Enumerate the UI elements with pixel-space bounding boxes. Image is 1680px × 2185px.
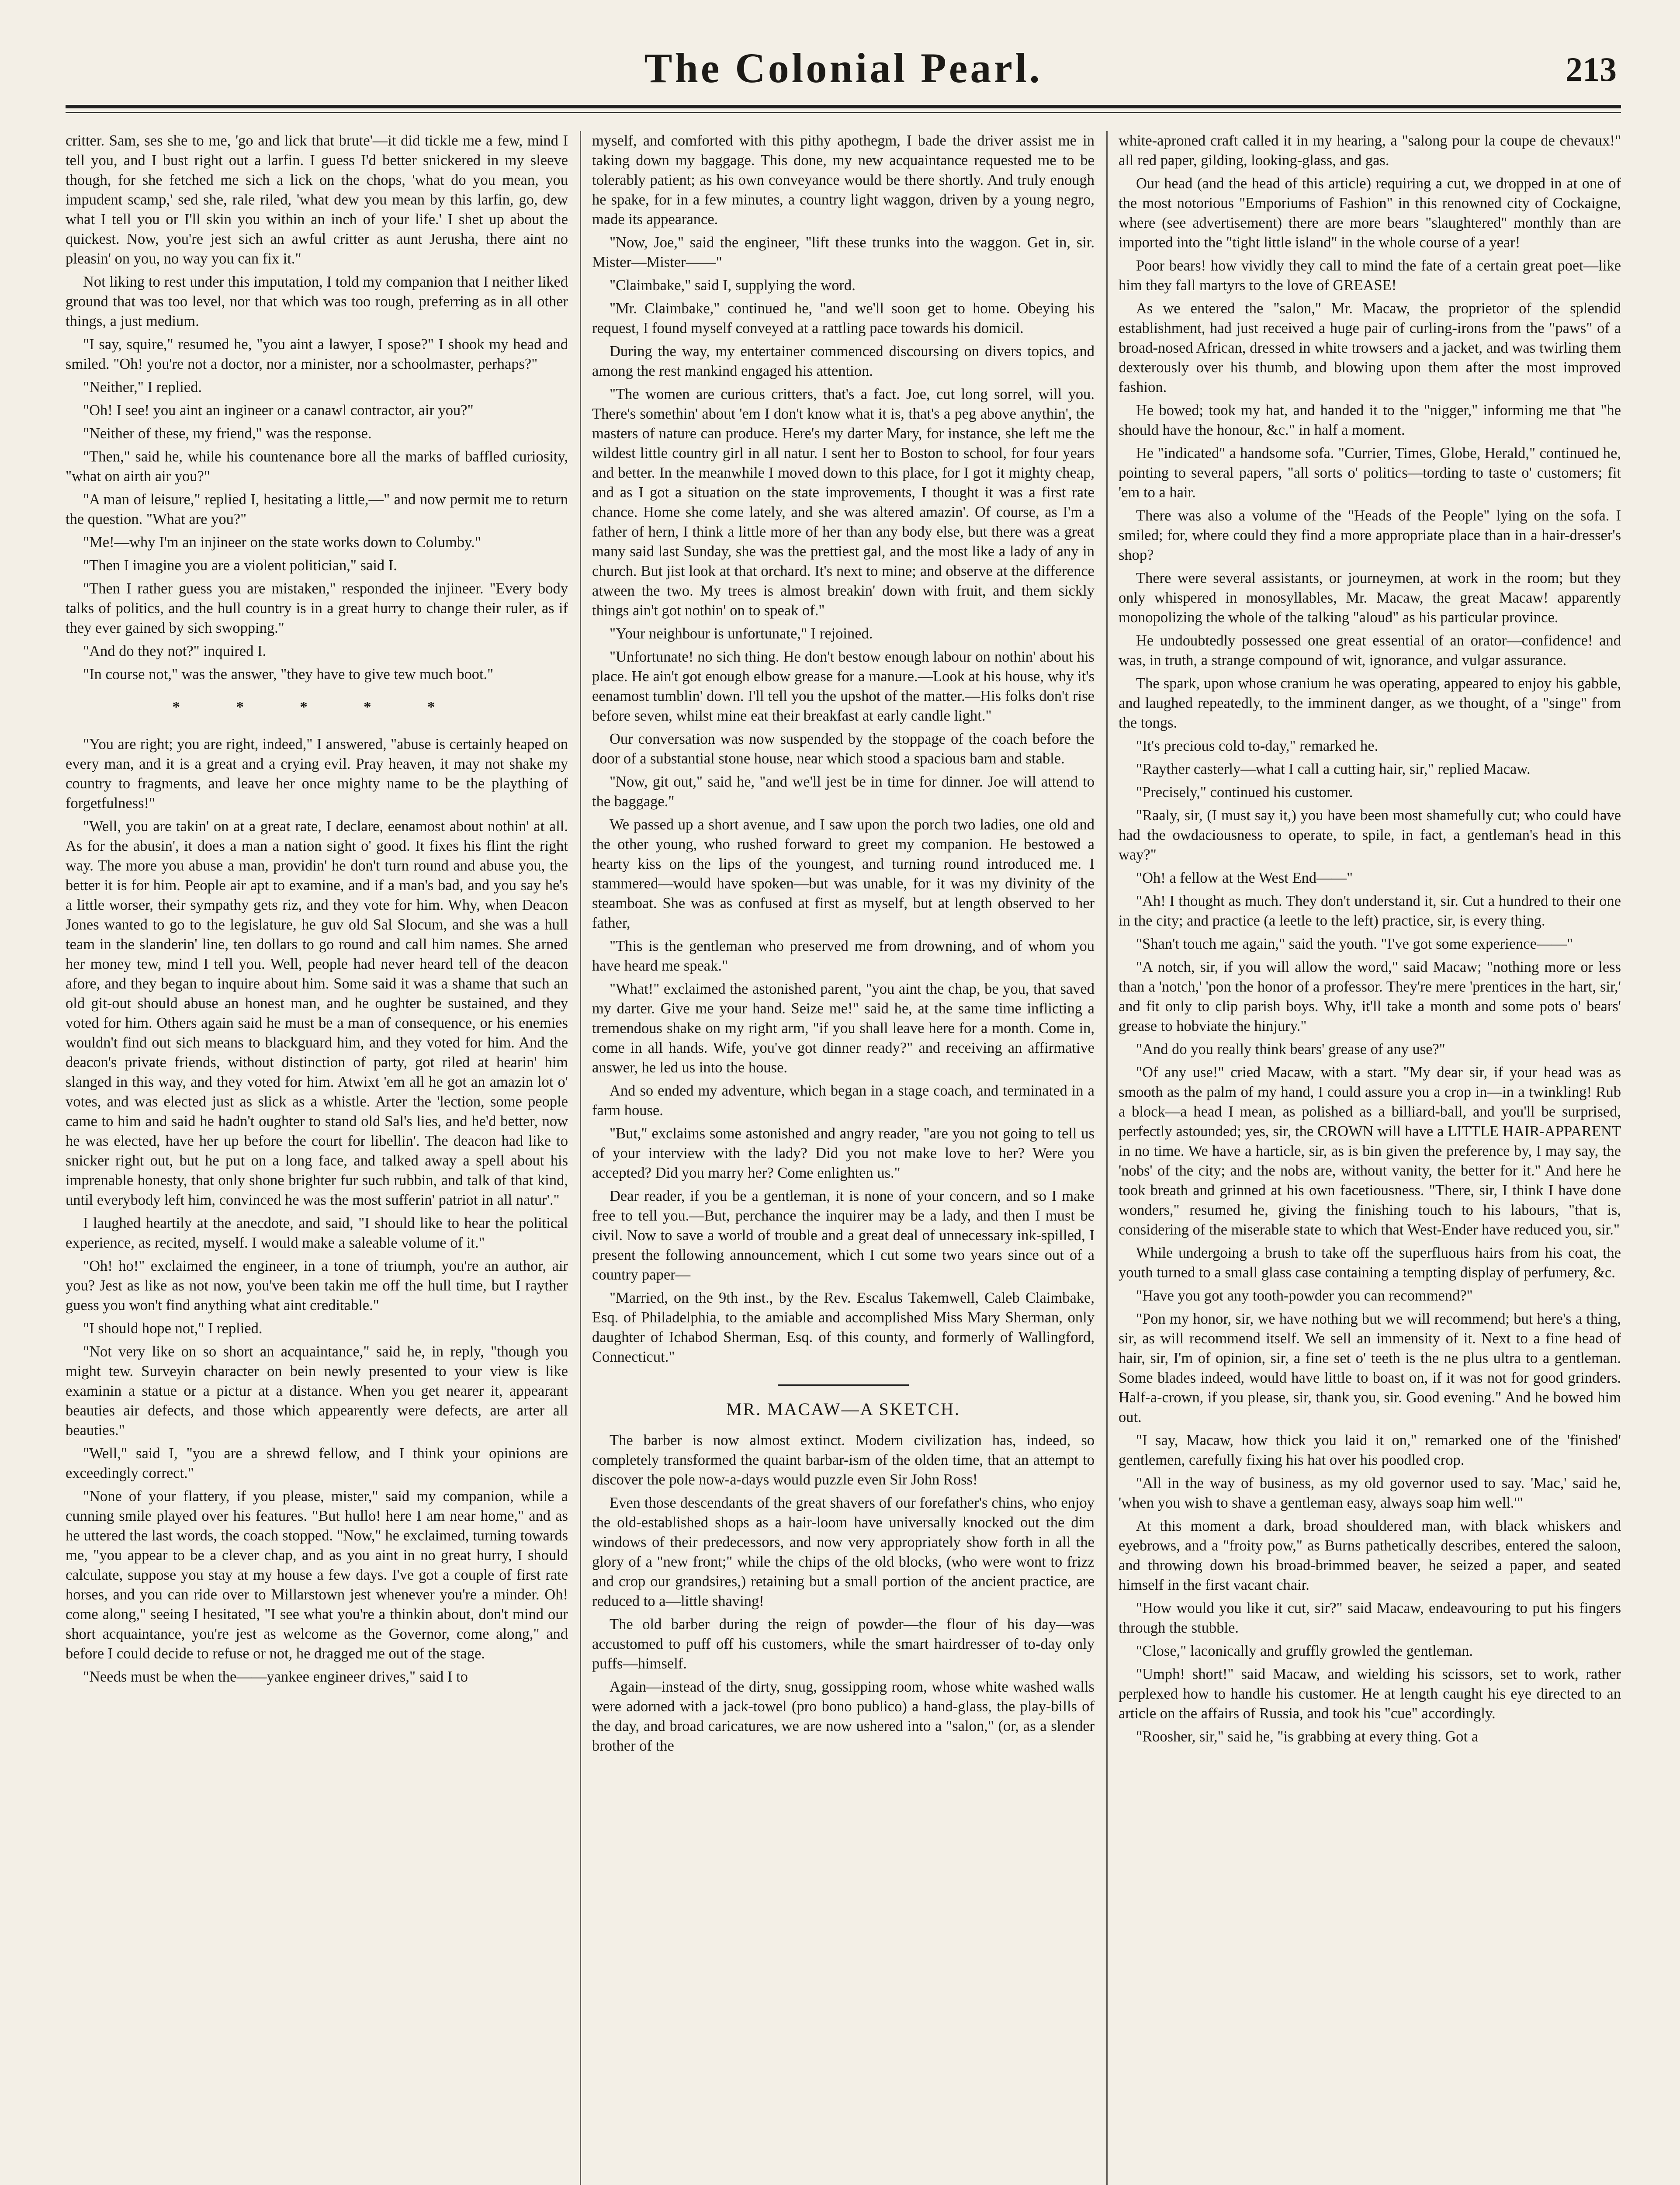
paragraph: At this moment a dark, broad shouldered man, with black whiskers and eyebrows, and a "froity pow," as Burns pathetically describes, entered the saloon, and throwing down his broad-brimmed beaver, he seized a paper, and seated himself in the first vacant chair. (1119, 1518, 1621, 1593)
section-break: * * * * * (172, 699, 461, 715)
paragraph: Our conversation was now suspended by the stoppage of the coach before the door of a substantial stone house, near which stood a spacious barn and stable. (592, 731, 1095, 767)
paragraph: "How would you like it cut, sir?" said Macaw, endeavouring to put his fingers through the stubble. (1119, 1600, 1621, 1636)
sketch-body (592, 1431, 1095, 1756)
paragraph: "Well, you are takin' on at a great rate, I declare, eenamost about nothin' at all. As for the abusin', it does a man a nation sight o' good. It fixes his flint the right way. The more you abuse a man, providin' he don't turn round and abuse you, the better it is for him. People air apt to examine, and if a man's bad, and you say he's a little worser, their sympathy gets riz, and they vote for him. Why, when Deacon Jones wanted to go to the legislature, he guv old Sal Slocum, and she was a hull team in the slanderin' line, ten dollars to go round and call him names. She arned her money tew, mind I tell you. Well, people had never heard tell of the deacon afore, and they began to inquire about him. Some said it was a shame that such an old git-out should abuse an honest man, and he oughter be sustained, and they voted for him. Others again said he must be a man of consequence, or his enemies wouldn't find out sich means to blackguard him, and they voted for him. And the deacon's private friends, without distinction of party, got riled at hearin' him slanged in this way, and they voted for him. Atwixt 'em all he got an amazin lot o' votes, and was elected just as slick as a whistle. Arter the 'lection, some people came to him and said he hadn't oughter to stand old Sal's lies, and he'd better, now he was elected, have her up before the court for libellin'. The deacon had like to snicker right out, but he put on a long face, and talked away a spell about his imprenable honesty, that only shone brighter fur such rubbin, and talk of that kind, until everybody left him, convinced he was the most sufferin' patriot in all natur'." (66, 818, 568, 1208)
page-number: 213 (1566, 50, 1617, 88)
paragraph: "A notch, sir, if you will allow the word," said Macaw; "nothing more or less than a 'notch,' 'pon the honor of a professor. They're mere 'prentices in the hart, sir,' and fit only to clip parish boys. Why, it'll take a month and some pots o' bears' grease to hobviate the hinjury." (1119, 959, 1621, 1034)
newspaper-title: The Colonial Pearl. (644, 45, 1043, 91)
paragraph: "Roosher, sir," said he, "is grabbing at every thing. Got a (1136, 1728, 1479, 1745)
paragraph: critter. Sam, ses she to me, 'go and lick that brute'—it did tickle me a few, mind I tell you, and I bust right out a larfin. I guess I'd better snickered in my sleeve though, for she fetched me sich a lick on the chops, 'what do you mean, you impudent scamp,' sed she, rale riled, 'what dew you mean by this larfin, go, dew what I tell you or I'll skin you within an inch of your life.' I shet up about the quickest. Now, you're jest sich an awful critter as aunt Jerusha, there aint no pleasin' on you, no way you can fix it." (66, 132, 568, 267)
masthead-rule (66, 105, 1621, 108)
paragraph: "Pon my honor, sir, we have nothing but we will recommend; but here's a thing, sir, as will recommend itself. We sell an immensity of it. Next to a fine head of hair, sir, I'm of opinion, sir, a fine set o' teeth is the ne plus ultra to a gentleman. Some blades indeed, would have little to boast on, if it was not for good grinders. Half-a-crown, if you please, sir, thank you, sir. Good evening." And he bowed him out. (1119, 1311, 1621, 1425)
paragraph: Again—instead of the dirty, snug, gossipping room, whose white washed walls were adorned with a jack-towel (pro bono publico) a hand-glass, the play-bills of the day, and broad caricatures, we are now ushered into a "salon," (or, as a slender brother of the (592, 1679, 1095, 1754)
paragraph: "Now, Joe," said the engineer, "lift these trunks into the waggon. Get in, sir. Mister—Mister——" (592, 234, 1095, 271)
paragraph: "In course not," was the answer, "they have to give tew much boot." (83, 666, 494, 683)
paragraph: He "indicated" a handsome sofa. "Currier, Times, Globe, Herald," continued he, pointing to several papers, "all sorts o' politics—tording to taste o' customers; fit 'em to a hair. (1119, 445, 1621, 501)
paragraph: As we entered the "salon," Mr. Macaw, the proprietor of the splendid establishment, had just received a huge pair of curling-irons from the "paws" of a broad-nosed African, dressed in white trowsers and a jacket, and was twirling them dexterously over his thumb, and blowing upon them after the most improved fashion. (1119, 300, 1621, 395)
paragraph: The old barber during the reign of powder—the flour of his day—was accustomed to puff off his customers, while the smart hairdresser of to-day only puffs—himself. (592, 1616, 1095, 1672)
paragraph: There were several assistants, or journeymen, at work in the room; but they only whispered in monosyllables, Mr. Macaw, the great Macaw! apparently monopolizing the whole of the talking "aloud" as his particular province. (1119, 570, 1621, 626)
paragraph: "Have you got any tooth-powder you can recommend?" (1136, 1287, 1473, 1304)
paragraph: "What!" exclaimed the astonished parent, "you aint the chap, be you, that saved my darter. Give me your hand. Seize me!" said he, at the same time inflicting a tremendous shake on my right arm, "if you shall leave here for a month. Come in, come in all hands. Wife, you've got dinner ready?" and receiving an affirmative answer, he led us into the house. (592, 981, 1095, 1076)
paragraph: Even those descendants of the great shavers of our forefather's chins, who enjoy the old-established shops as a hair-loom have universally knocked out the dim windows of their predecessors, and now very appropriately show forth in all the glory of a "new front;" while the chips of the old blocks, (who were wont to frizz and crop our grandsires,) retaining but a small portion of the ancient practice, are reduced to a—little shaving! (592, 1495, 1095, 1609)
paragraph: "This is the gentleman who preserved me from drowning, and of whom you have heard me speak." (592, 938, 1095, 974)
paragraph: Not liking to rest under this imputation, I told my companion that I neither liked ground that was too level, nor that which was too rough, preferring as in all other things, a just medium. (66, 274, 568, 329)
paragraph: "Needs must be when the——yankee engineer drives," said I to (83, 1668, 468, 1685)
paragraph: "Rayther casterly—what I call a cutting hair, sir," replied Macaw. (1136, 761, 1531, 777)
paragraph: Our head (and the head of this article) requiring a cut, we dropped in at one of the most notorious "Emporiums of Fashion" in this renowned city of Cockaigne, where (see advertisement) there are more bears "slaughtered" monthly than are imported into the "tight little island" in the whole course of a year! (1119, 175, 1621, 251)
paragraph: The spark, upon whose cranium he was operating, appeared to enjoy his gabble, and laughed repeatedly, to the imminent danger, as we thought, of a "singe" from the tongs. (1119, 675, 1621, 731)
paragraph: "Oh! I see! you aint an ingineer or a canawl contractor, air you?" (83, 402, 474, 419)
paragraph: "Not very like on so short an acquaintance," said he, in reply, "though you might tew. Surveyin character on bein newly presented to your view is like examinin a statue or a pictur at a distance. When you get nearer it, appearant beauties air defects, and those which appearently were defects, are arter all beauties." (66, 1343, 568, 1439)
paragraph: While undergoing a brush to take off the superfluous hairs from his coat, the youth turned to a small glass case containing a tempting display of perfumery, &c. (1119, 1245, 1621, 1281)
paragraph: "Then I rather guess you are mistaken," responded the injineer. "Every body talks of politics, and the hull country is in a great hurry to change their ruler, as if they ever gained by sich swopping." (66, 580, 568, 636)
paragraph: There was also a volume of the "Heads of the People" lying on the sofa. I smiled; for, where could they find a more appropriate place than in a hair-dresser's shop? (1119, 507, 1621, 563)
paragraph: "Shan't touch me again," said the youth. "I've got some experience——" (1136, 936, 1573, 952)
paragraph: "Then," said he, while his countenance bore all the marks of baffled curiosity, "what on airth air you?" (66, 448, 568, 485)
paragraph: "And do you really think bears' grease of any use?" (1136, 1041, 1445, 1058)
paragraph: "Then I imagine you are a violent politician," said I. (83, 557, 397, 574)
paragraph: "Unfortunate! no sich thing. He don't bestow enough labour on nothin' about his place. He ain't got enough elbow grease for a manure.—Look at his house, why it's eenamost tumblin' down. I'll tell you the upshot of the matter.—His folks don't rise before seven, whilst mine eat their breakfast at early candle light." (592, 649, 1095, 724)
paragraph: "I should hope not," I replied. (83, 1320, 263, 1337)
paragraph: The barber is now almost extinct. Modern civilization has, indeed, so completely transformed the quaint barbar-ism of the olden time, that an attempt to discover the pole now-a-days would puzzle even Sir John Ross! (592, 1432, 1095, 1488)
paragraph: "All in the way of business, as my old governor used to say. 'Mac,' said he, 'when you wish to shave a gentleman easy, always soap him well.'" (1119, 1475, 1621, 1511)
column-3 (1119, 131, 1621, 2185)
masthead (66, 39, 1621, 114)
paragraph: "A man of leisure," replied I, hesitating a little,—" and now permit me to return the question. "What are you?" (66, 491, 568, 527)
paragraph: "Neither of these, my friend," was the response. (83, 425, 372, 442)
paragraph: He bowed; took my hat, and handed it to the "nigger," informing me that "he should have the honour, &c." in half a moment. (1119, 402, 1621, 438)
paragraph: "Me!—why I'm an injineer on the state works down to Columby." (83, 534, 481, 551)
masthead-rule-thin (66, 112, 1621, 113)
paragraph: "And do they not?" inquired I. (83, 643, 267, 659)
paragraph: "Claimbake," said I, supplying the word. (610, 277, 856, 294)
paragraph: And so ended my adventure, which began in a stage coach, and terminated in a farm house. (592, 1082, 1095, 1119)
paragraph: "Oh! a fellow at the West End——" (1136, 870, 1353, 886)
paragraph: "Of any use!" cried Macaw, with a start. "My dear sir, if your head was as smooth as the palm of my hand, I could assure you a crop in—in a twinkling! Rub a block—a head I mean, as polished as a billiard-ball, and you'll be surprised, perfectly astounded; yes, sir, the CROWN will have a LITTLE HAIR-APPARENT in no time. We have a harticle, sir, as is bin given the preference by, I may say, the 'nobs' of the city; and the nobs are, without vanity, the better for it." And here he took breath and grinned at his own facetiousness. "There, sir, I think I have done wonders," resumed he, giving the finishing touch to his labours, "that is, considering of the miserable state to which that West-Ender have reduced you, sir." (1119, 1064, 1621, 1238)
story-continuation (592, 131, 1095, 1367)
paragraph: I laughed heartily at the anecdote, and said, "I should like to hear the political experience, as recited, myself. I would make a saleable volume of it." (66, 1215, 568, 1251)
paragraph: We passed up a short avenue, and I saw upon the porch two ladies, one old and the other young, who rushed forward to greet my companion. He bestowed a hearty kiss on the lips of the youngest, and turning round introduced me. I stammered—would have spoken—but was unable, for it was my divinity of the steamboat. She was as confused at first as myself, but at length observed to her father, (592, 816, 1095, 931)
paragraph: "But," exclaims some astonished and angry reader, "are you not going to tell us of your interview with the lady? Did you not make love to her? Were you accepted? Did you marry her? Come enlighten us." (592, 1125, 1095, 1181)
paragraph: "Mr. Claimbake," continued he, "and we'll soon get to home. Obeying his request, I found myself conveyed at a rattling pace towards his domicil. (592, 300, 1095, 336)
article-columns (66, 131, 1621, 2185)
paragraph: "I say, squire," resumed he, "you aint a lawyer, I spose?" I shook my head and smiled. "Oh! you're not a doctor, nor a minister, nor a schoolmaster, perhaps?" (66, 336, 568, 372)
paragraph: "Oh! ho!" exclaimed the engineer, in a tone of triumph, you're an author, air you? Jest as like as not now, you've been takin me off the hull time, but I rayther guess you won't find anything what aint creditable." (66, 1258, 568, 1314)
paragraph: "You are right; you are right, indeed," I answered, "abuse is certainly heaped on every man, and it is a great and a crying evil. Pray heaven, it may not shake my country to fragments, and leave her once mighty name to be the plaything of forgetfulness!" (66, 736, 568, 812)
paragraph: "Umph! short!" said Macaw, and wielding his scissors, set to work, rather perplexed how to handle his customer. He at length caught his eye directed to an article on the affairs of Russia, and took his "cue" accordingly. (1119, 1666, 1621, 1722)
paragraph: "Precisely," continued his customer. (1136, 784, 1353, 801)
paragraph: "I say, Macaw, how thick you laid it on," remarked one of the 'finished' gentlemen, carefully fixing his hat over his poodled crop. (1119, 1432, 1621, 1468)
sketch-title: MR. MACAW—A SKETCH. (726, 1399, 961, 1419)
paragraph: "Your neighbour is unfortunate," I rejoined. (610, 625, 873, 642)
paragraph: "Now, git out," said he, "and we'll jest be in time for dinner. Joe will attend to the baggage." (592, 773, 1095, 810)
paragraph: "Married, on the 9th inst., by the Rev. Escalus Takemwell, Caleb Claimbake, Esq. of Philadelphia, to the amiable and accomplished Miss Mary Sherman, only daughter of Ichabod Sherman, Esq. of this county, and formerly of Wallingford, Connecticut." (592, 1290, 1095, 1365)
paragraph: "Raaly, sir, (I must say it,) you have been most shamefully cut; who could have had the owdaciousness to operate, to spile, in fact, a gentleman's head in this way?" (1119, 807, 1621, 863)
paragraph: myself, and comforted with this pithy apothegm, I bade the driver assist me in taking down my baggage. This done, my new acquaintance requested me to be tolerably patient; as his own conveyance would be there shortly. And truly enough he spake, for in a few minutes, a country light waggon, driven by a young negro, made its appearance. (592, 132, 1095, 228)
column-2 (592, 131, 1095, 2185)
column-1 (66, 131, 568, 2185)
section-rule (778, 1384, 909, 1386)
paragraph: "Close," laconically and gruffly growled the gentleman. (1136, 1643, 1473, 1659)
paragraph: Dear reader, if you be a gentleman, it is none of your concern, and so I make free to tell you.—But, perchance the inquirer may be a lady, and then I must be civil. Now to save a world of trouble and a great deal of unnecessary ink-spilled, I present the following announcement, which I cut some two years since out of a country paper— (592, 1188, 1095, 1283)
paragraph: white-aproned craft called it in my hearing, a "salong pour la coupe de chevaux!" all red paper, gilding, looking-glass, and gas. (1119, 132, 1621, 169)
paragraph: Poor bears! how vividly they call to mind the fate of a certain great poet—like him they fall martyrs to the love of GREASE! (1119, 257, 1621, 294)
paragraph: During the way, my entertainer commenced discoursing on divers topics, and among the rest mankind engaged his attention. (592, 343, 1095, 379)
paragraph: "Neither," I replied. (83, 379, 202, 395)
paragraph: He undoubtedly possessed one great essential of an orator—confidence! and was, in truth, a strange compound of wit, ignorance, and vulgar assurance. (1119, 632, 1621, 669)
paragraph: "None of your flattery, if you please, mister," said my companion, while a cunning smile played over his features. "But hullo! here I am near home," and as he uttered the last words, the coach stopped. "Now," he exclaimed, turning towards me, "you appear to be a clever chap, and as you aint in no great hurry, I should calculate, suppose you stay at my house a few days. I've got a couple of first rate horses, and you can ride over to Millarstown jest whenever you're a minder. Oh! come along," seeing I hesitated, "I see what you're a thinkin about, don't mind our short acquaintance, you're jest as welcome as the Governor, come along," and before I could decide to refuse or not, he dragged me out of the stage. (66, 1488, 568, 1662)
paragraph: "Well," said I, "you are a shrewd fellow, and I think your opinions are exceedingly correct." (66, 1445, 568, 1481)
paragraph: "Ah! I thought as much. They don't understand it, sir. Cut a hundred to their one in the city; and practice (a leetle to the left) practice, sir, is every thing. (1119, 893, 1621, 929)
paragraph: "The women are curious critters, that's a fact. Joe, cut long sorrel, will you. There's somethin' about 'em I don't know what it is, that's a peg above anythin', the masters of nature can produce. Here's my darter Mary, for instance, she left me the wildest little country girl in all natur. I sent her to Boston to school, for four years and better. In the meanwhile I moved down to this place, for I got it mighty cheap, and as I got a situation on the state improvements, I thought it was a first rate chance. Home she come lately, and she was altered amazin'. Of course, as I'm a father of hern, I think a little more of her than any body else, but there was a great many said last Sunday, she was the prettiest gal, and the most like a lady of any in church. But jist look at that orchard. It's next to mine; and observe at the difference atween the two. My trees is almost breakin' down with fruit, and them sickly things ain't got nothin' on to speak of." (592, 386, 1095, 619)
paragraph: "It's precious cold to-day," remarked he. (1136, 738, 1379, 754)
